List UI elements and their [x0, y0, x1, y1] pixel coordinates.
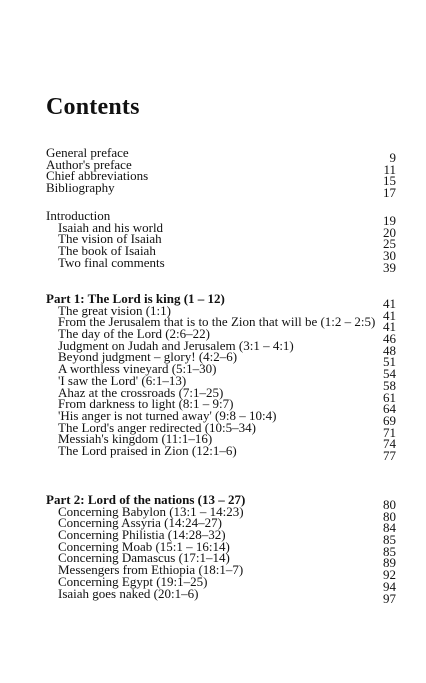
toc-entry-page: 25: [383, 236, 396, 252]
toc-entry-page: 61: [383, 389, 396, 405]
toc-entry-title: Concerning Babylon (13:1 – 14:23): [58, 503, 244, 519]
toc-entry-page: 41: [383, 319, 396, 335]
toc-entry-page: 94: [383, 578, 396, 594]
toc-entry-title: Two final comments: [58, 254, 165, 270]
toc-entry-page: 89: [383, 555, 396, 571]
toc-heading-title: Part 2: Lord of the nations (13 – 27): [46, 492, 246, 507]
toc-entry-title: Concerning Egypt (19:1–25): [58, 573, 208, 589]
part-2-section: [46, 492, 396, 606]
toc-entry-page: 41: [383, 307, 396, 323]
toc-heading-page: 19: [383, 213, 396, 228]
toc-entry-title: The book of Isaiah: [58, 243, 156, 259]
toc-entry-page: 77: [383, 447, 396, 463]
toc-entry-page: 85: [383, 543, 396, 559]
toc-entry-page: 71: [383, 424, 396, 440]
toc-entry-page: 69: [383, 412, 396, 428]
toc-heading-page: 41: [383, 296, 396, 311]
toc-entry-title: The great vision (1:1): [58, 302, 171, 318]
toc-heading-title: Part 1: The Lord is king (1 – 12): [46, 291, 225, 306]
toc-entry-page: 80: [383, 508, 396, 524]
toc-entry-title: The day of the Lord (2:6–22): [58, 326, 210, 342]
toc-entry-title: The vision of Isaiah: [58, 231, 162, 247]
toc-entry-title: Concerning Assyria (14:24–27): [58, 515, 222, 531]
toc-entry-page: 64: [383, 401, 396, 417]
toc-entry-title: Author's preface: [46, 156, 132, 172]
toc-entry-page: 51: [383, 354, 396, 370]
toc-entry-page: 84: [383, 520, 396, 536]
toc-entry-title: Messiah's kingdom (11:1–16): [58, 431, 213, 447]
toc-entry-title: The Lord's anger redirected (10:5–34): [58, 419, 256, 435]
front-matter-section: [46, 145, 396, 201]
toc-entry-page: 30: [383, 248, 396, 264]
toc-entry-page: 20: [383, 224, 396, 240]
toc-entry-title: A worthless vineyard (5:1–30): [58, 361, 217, 377]
toc-entry-page: 74: [383, 436, 396, 452]
page-title: Contents: [46, 94, 140, 120]
toc-entry-title: General preface: [46, 145, 129, 160]
toc-entry-title: Judgment on Judah and Jerusalem (3:1 – 4:1): [58, 337, 294, 353]
toc-entry-page: 97: [383, 590, 396, 606]
toc-entry-title: Concerning Damascus (17:1–14): [58, 550, 230, 566]
toc-entry-title: Concerning Moab (15:1 – 16:14): [58, 538, 230, 554]
toc-entry-title: 'His anger is not turned away' (9:8 – 10:4): [58, 407, 277, 423]
introduction-section: [46, 208, 396, 275]
toc-entry-title: Bibliography: [46, 180, 115, 196]
toc-entry-page: 39: [383, 259, 396, 275]
toc-entry-title: 'I saw the Lord' (6:1–13): [58, 372, 187, 388]
toc-entry-page: 85: [383, 532, 396, 548]
toc-entry-title: Isaiah goes naked (20:1–6): [58, 585, 199, 601]
toc-heading-title: Introduction: [46, 208, 111, 223]
toc-entry-title: From the Jerusalem that is to the Zion that will be (1:2 – 2:5): [58, 314, 376, 330]
toc-entry-title: Concerning Philistia (14:28–32): [58, 527, 226, 543]
toc-entry-page: 15: [383, 173, 396, 189]
toc-entry-title: The Lord praised in Zion (12:1–6): [58, 442, 237, 458]
toc-entry-title: From darkness to light (8:1 – 9:7): [58, 396, 234, 412]
toc-entry-title: Beyond judgment – glory! (4:2–6): [58, 349, 238, 365]
toc-entry-title: Chief abbreviations: [46, 168, 149, 184]
part-1-section: [46, 291, 396, 463]
toc-entry-page: 46: [383, 331, 396, 347]
toc-entry-page: 11: [383, 161, 396, 177]
toc-entry-page: 58: [383, 377, 396, 393]
toc-entry-title: Isaiah and his world: [58, 219, 164, 235]
toc-entry-page: 48: [383, 342, 396, 358]
toc-entry-page: 92: [383, 567, 396, 583]
toc-entry-page: 9: [389, 150, 396, 165]
toc-entry-title: Ahaz at the crossroads (7:1–25): [58, 384, 224, 400]
toc-heading-page: 80: [383, 497, 396, 512]
toc-entry-page: 54: [383, 366, 396, 382]
toc-entry-page: 17: [383, 185, 396, 201]
toc-entry-title: Messengers from Ethiopia (18:1–7): [58, 562, 244, 578]
